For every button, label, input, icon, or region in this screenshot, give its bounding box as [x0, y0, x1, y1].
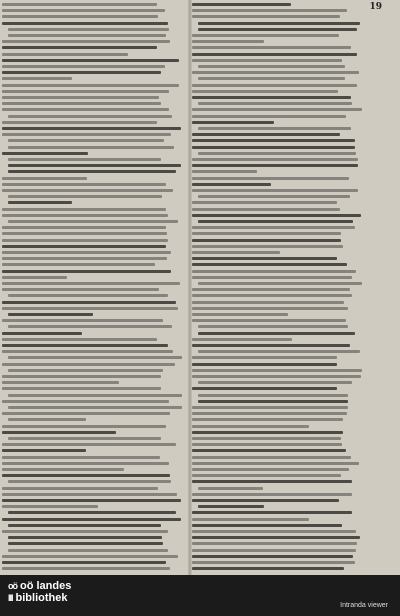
- text-line: [192, 170, 257, 173]
- text-column-left: [2, 0, 189, 575]
- text-line: [192, 536, 360, 539]
- text-line: [192, 177, 349, 180]
- text-line: [192, 270, 356, 273]
- text-line: [2, 400, 169, 403]
- text-line: [198, 77, 345, 80]
- text-line: [192, 59, 342, 62]
- text-line: [2, 561, 166, 564]
- viewer-footer: [0, 575, 400, 616]
- text-line: [198, 22, 360, 25]
- text-line: [192, 90, 338, 93]
- text-line: [192, 239, 341, 242]
- text-line: [2, 493, 177, 496]
- text-line: [192, 449, 346, 452]
- text-line: [192, 474, 341, 477]
- text-line: [2, 487, 158, 490]
- text-line: [2, 344, 168, 347]
- text-line: [2, 270, 171, 273]
- text-line: [2, 121, 157, 124]
- text-line: [2, 90, 169, 93]
- text-line: [192, 338, 292, 341]
- text-line: [192, 319, 346, 322]
- text-line: [2, 208, 166, 211]
- text-line: [192, 108, 362, 111]
- text-line: [2, 425, 166, 428]
- text-line: [2, 22, 168, 25]
- text-line: [2, 350, 173, 353]
- text-line: [192, 344, 350, 347]
- text-line: [2, 332, 82, 335]
- text-line: [2, 232, 167, 235]
- text-line: [192, 84, 357, 87]
- text-line: [198, 325, 348, 328]
- text-line: [8, 536, 162, 539]
- text-line: [2, 307, 178, 310]
- text-line: [192, 307, 348, 310]
- text-line: [8, 28, 169, 31]
- text-line: [2, 84, 179, 87]
- text-line: [2, 183, 166, 186]
- text-line: [2, 462, 169, 465]
- text-line: [192, 201, 337, 204]
- text-line: [2, 381, 119, 384]
- text-line: [2, 65, 165, 68]
- text-line: [192, 493, 352, 496]
- text-line: [2, 257, 167, 260]
- text-line: [192, 232, 341, 235]
- text-line: [192, 3, 291, 6]
- text-line: [192, 34, 339, 37]
- text-line: [192, 15, 340, 18]
- text-line: [8, 201, 72, 204]
- text-line: [8, 437, 161, 440]
- text-line: [2, 77, 72, 80]
- text-line: [192, 443, 342, 446]
- text-line: [192, 561, 355, 564]
- text-line: [8, 369, 163, 372]
- text-line: [192, 251, 280, 254]
- text-line: [192, 263, 347, 266]
- page-number: 19: [369, 2, 382, 12]
- logo-bars-icon: III: [8, 593, 13, 603]
- text-line: [2, 59, 179, 62]
- text-line: [2, 412, 170, 415]
- text-line: [192, 133, 340, 136]
- text-line: [2, 505, 98, 508]
- text-line: [192, 257, 337, 260]
- text-line: [2, 282, 180, 285]
- text-line: [192, 96, 351, 99]
- text-line: [8, 158, 161, 161]
- text-line: [192, 115, 346, 118]
- text-line: [8, 480, 171, 483]
- text-line: [198, 102, 352, 105]
- text-line: [192, 425, 309, 428]
- text-line: [192, 511, 352, 514]
- text-line: [198, 195, 350, 198]
- text-line: [192, 542, 357, 545]
- text-line: [2, 363, 175, 366]
- text-line: [8, 195, 162, 198]
- text-line: [2, 468, 124, 471]
- text-line: [192, 555, 353, 558]
- text-line: [2, 96, 159, 99]
- text-line: [8, 164, 181, 167]
- text-line: [2, 108, 169, 111]
- text-line: [192, 530, 356, 533]
- text-line: [192, 431, 343, 434]
- text-line: [192, 71, 359, 74]
- text-line: [2, 102, 161, 105]
- text-line: [198, 332, 355, 335]
- text-line: [8, 146, 174, 149]
- text-line: [2, 245, 166, 248]
- text-line: [2, 499, 181, 502]
- text-line: [2, 276, 67, 279]
- text-column-right: [192, 0, 390, 575]
- text-line: [198, 381, 352, 384]
- text-line: [2, 226, 166, 229]
- text-line: [2, 71, 161, 74]
- text-line: [192, 456, 351, 459]
- text-line: [8, 356, 182, 359]
- text-line: [198, 220, 353, 223]
- text-line: [192, 139, 355, 142]
- text-line: [8, 394, 182, 397]
- text-line: [198, 28, 357, 31]
- text-line: [2, 9, 165, 12]
- text-line: [192, 549, 356, 552]
- text-line: [192, 462, 359, 465]
- text-line: [2, 288, 159, 291]
- text-line: [2, 133, 171, 136]
- text-line: [8, 313, 93, 316]
- text-line: [8, 418, 86, 421]
- text-line: [2, 152, 88, 155]
- text-line: [192, 468, 349, 471]
- text-line: [2, 530, 168, 533]
- text-line: [8, 139, 164, 142]
- text-line: [8, 220, 178, 223]
- text-line: [8, 115, 172, 118]
- text-line: [2, 189, 173, 192]
- text-line: [2, 567, 170, 570]
- text-line: [192, 288, 350, 291]
- text-line: [192, 189, 358, 192]
- text-line: [192, 406, 348, 409]
- text-line: [2, 387, 161, 390]
- text-line: [192, 9, 347, 12]
- text-line: [192, 356, 337, 359]
- text-line: [2, 3, 157, 6]
- text-line: [192, 375, 361, 378]
- text-line: [8, 294, 168, 297]
- text-line: [2, 338, 157, 341]
- text-line: [2, 251, 171, 254]
- text-line: [2, 443, 176, 446]
- text-line: [192, 183, 271, 186]
- text-line: [8, 542, 163, 545]
- text-line: [8, 34, 166, 37]
- text-line: [192, 121, 274, 124]
- text-line: [192, 208, 340, 211]
- text-line: [192, 480, 352, 483]
- text-line: [198, 505, 264, 508]
- text-line: [2, 40, 170, 43]
- text-line: [192, 418, 343, 421]
- text-line: [8, 325, 172, 328]
- logo-mark-icon: oö: [8, 581, 17, 591]
- text-line: [192, 40, 264, 43]
- text-line: [2, 127, 181, 130]
- text-line: [192, 499, 339, 502]
- viewer-link[interactable]: Intranda viewer: [340, 602, 388, 609]
- text-line: [2, 15, 158, 18]
- text-line: [198, 394, 348, 397]
- text-line: [8, 511, 176, 514]
- text-line: [192, 369, 362, 372]
- text-line: [198, 400, 348, 403]
- text-line: [198, 487, 263, 490]
- text-line: [2, 319, 163, 322]
- text-line: [198, 127, 351, 130]
- text-line: [2, 449, 86, 452]
- text-line: [198, 65, 345, 68]
- text-line: [2, 177, 87, 180]
- text-line: [2, 375, 161, 378]
- text-line: [192, 524, 342, 527]
- text-line: [198, 152, 356, 155]
- text-line: [192, 53, 357, 56]
- text-line: [8, 170, 176, 173]
- text-line: [192, 313, 288, 316]
- text-line: [192, 245, 343, 248]
- text-line: [2, 301, 176, 304]
- text-line: [8, 406, 182, 409]
- logo-line-1: oö landes: [20, 580, 72, 592]
- text-line: [192, 294, 352, 297]
- text-line: [8, 524, 161, 527]
- text-line: [192, 518, 309, 521]
- text-line: [192, 158, 358, 161]
- text-line: [2, 214, 168, 217]
- text-line: [192, 437, 341, 440]
- text-line: [198, 350, 360, 353]
- text-line: [192, 46, 351, 49]
- text-line: [192, 387, 337, 390]
- text-line: [192, 164, 358, 167]
- text-line: [192, 226, 355, 229]
- text-line: [192, 214, 361, 217]
- text-line: [2, 555, 178, 558]
- text-line: [2, 53, 128, 56]
- text-line: [192, 412, 347, 415]
- text-line: [2, 239, 168, 242]
- text-line: [192, 567, 344, 570]
- text-line: [2, 46, 157, 49]
- text-line: [192, 276, 352, 279]
- text-line: [2, 474, 170, 477]
- library-logo[interactable]: [8, 580, 71, 604]
- text-line: [2, 263, 155, 266]
- text-line: [192, 146, 355, 149]
- text-line: [8, 549, 168, 552]
- text-line: [2, 518, 181, 521]
- text-line: [2, 431, 116, 434]
- logo-line-2: bibliothek: [15, 592, 68, 604]
- text-line: [2, 456, 160, 459]
- text-line: [192, 301, 344, 304]
- text-line: [198, 282, 362, 285]
- text-line: [192, 363, 337, 366]
